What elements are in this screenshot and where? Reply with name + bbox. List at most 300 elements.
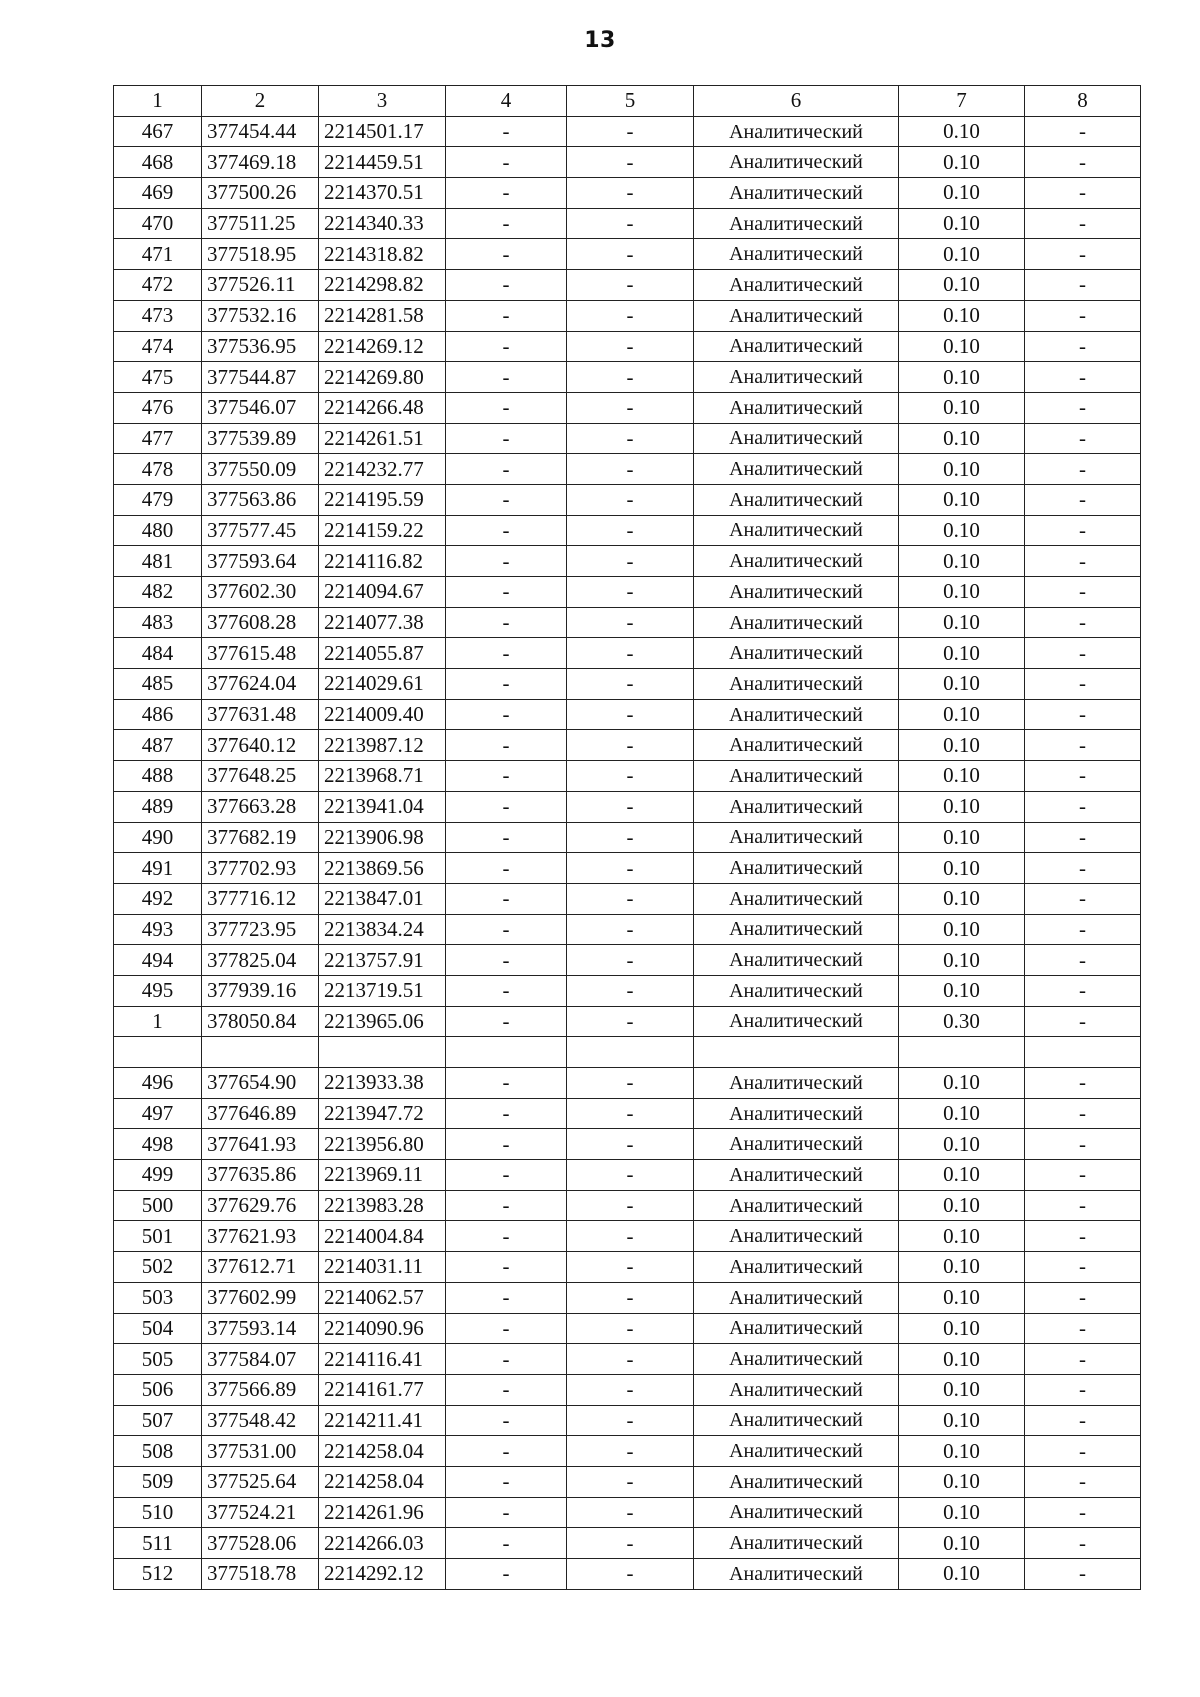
method-cell: Аналитический	[694, 331, 899, 362]
x-coordinate-cell: 377602.30	[202, 577, 319, 608]
col-8-cell: -	[1025, 270, 1141, 301]
y-coordinate-cell: 2214281.58	[319, 300, 446, 331]
method-cell: Аналитический	[694, 300, 899, 331]
x-coordinate-cell: 377544.87	[202, 362, 319, 393]
method-cell: Аналитический	[694, 1129, 899, 1160]
x-coordinate-cell: 377469.18	[202, 147, 319, 178]
method-cell: Аналитический	[694, 392, 899, 423]
point-number-cell: 474	[114, 331, 202, 362]
point-number-cell: 471	[114, 239, 202, 270]
col-5-cell: -	[567, 178, 694, 209]
col-5-cell: -	[567, 607, 694, 638]
point-number-cell: 511	[114, 1528, 202, 1559]
y-coordinate-cell: 2214094.67	[319, 577, 446, 608]
method-cell: Аналитический	[694, 669, 899, 700]
col-4-cell: -	[446, 300, 567, 331]
x-coordinate-cell: 377646.89	[202, 1098, 319, 1129]
col-4-cell: -	[446, 1344, 567, 1375]
method-cell: Аналитический	[694, 607, 899, 638]
method-cell: Аналитический	[694, 945, 899, 976]
point-number-cell: 489	[114, 791, 202, 822]
table-row	[114, 699, 1141, 730]
col-4-cell: -	[446, 1313, 567, 1344]
col-4-cell: -	[446, 147, 567, 178]
x-coordinate-cell: 377621.93	[202, 1221, 319, 1252]
col-8-cell: -	[1025, 1282, 1141, 1313]
y-coordinate-cell: 2214077.38	[319, 607, 446, 638]
method-cell: Аналитический	[694, 1190, 899, 1221]
table-row	[114, 1313, 1141, 1344]
header-cell-1: 1	[114, 86, 202, 117]
accuracy-cell: 0.10	[899, 454, 1025, 485]
col-4-cell: -	[446, 791, 567, 822]
accuracy-cell: 0.10	[899, 699, 1025, 730]
point-number-cell: 493	[114, 914, 202, 945]
x-coordinate-cell: 377577.45	[202, 515, 319, 546]
accuracy-cell: 0.10	[899, 1068, 1025, 1099]
col-4-cell: -	[446, 853, 567, 884]
point-number-cell: 478	[114, 454, 202, 485]
accuracy-cell: 0.10	[899, 638, 1025, 669]
col-5-cell: -	[567, 669, 694, 700]
col-8-cell: -	[1025, 239, 1141, 270]
method-cell: Аналитический	[694, 1221, 899, 1252]
method-cell: Аналитический	[694, 239, 899, 270]
x-coordinate-cell: 377663.28	[202, 791, 319, 822]
accuracy-cell: 0.10	[899, 1160, 1025, 1191]
y-coordinate-cell	[319, 1037, 446, 1068]
x-coordinate-cell: 377702.93	[202, 853, 319, 884]
accuracy-cell: 0.10	[899, 484, 1025, 515]
method-cell: Аналитический	[694, 208, 899, 239]
point-number-cell: 501	[114, 1221, 202, 1252]
col-4-cell: -	[446, 1374, 567, 1405]
x-coordinate-cell: 377539.89	[202, 423, 319, 454]
col-5-cell: -	[567, 454, 694, 485]
accuracy-cell: 0.10	[899, 546, 1025, 577]
table-row	[114, 239, 1141, 270]
col-5-cell: -	[567, 761, 694, 792]
point-number-cell: 502	[114, 1252, 202, 1283]
col-8-cell: -	[1025, 178, 1141, 209]
point-number-cell: 484	[114, 638, 202, 669]
header-cell-4: 4	[446, 86, 567, 117]
table-row	[114, 1129, 1141, 1160]
col-5-cell: -	[567, 853, 694, 884]
accuracy-cell: 0.10	[899, 270, 1025, 301]
y-coordinate-cell: 2213906.98	[319, 822, 446, 853]
col-8-cell: -	[1025, 1160, 1141, 1191]
method-cell: Аналитический	[694, 883, 899, 914]
col-5-cell: -	[567, 270, 694, 301]
col-4-cell: -	[446, 1221, 567, 1252]
y-coordinate-cell: 2214459.51	[319, 147, 446, 178]
col-5-cell: -	[567, 1221, 694, 1252]
table-row	[114, 147, 1141, 178]
method-cell: Аналитический	[694, 761, 899, 792]
col-5-cell: -	[567, 577, 694, 608]
col-5-cell: -	[567, 392, 694, 423]
col-8-cell: -	[1025, 914, 1141, 945]
y-coordinate-cell: 2213956.80	[319, 1129, 446, 1160]
y-coordinate-cell: 2214232.77	[319, 454, 446, 485]
method-cell: Аналитический	[694, 1466, 899, 1497]
x-coordinate-cell: 378050.84	[202, 1006, 319, 1037]
col-8-cell: -	[1025, 1006, 1141, 1037]
col-5-cell: -	[567, 208, 694, 239]
point-number-cell: 509	[114, 1466, 202, 1497]
x-coordinate-cell: 377640.12	[202, 730, 319, 761]
col-4-cell: -	[446, 638, 567, 669]
col-4-cell: -	[446, 1528, 567, 1559]
x-coordinate-cell: 377641.93	[202, 1129, 319, 1160]
col-8-cell: -	[1025, 147, 1141, 178]
table-row	[114, 515, 1141, 546]
col-4-cell: -	[446, 208, 567, 239]
accuracy-cell: 0.10	[899, 1313, 1025, 1344]
col-8-cell: -	[1025, 975, 1141, 1006]
col-8-cell: -	[1025, 300, 1141, 331]
col-8-cell: -	[1025, 1344, 1141, 1375]
x-coordinate-cell: 377566.89	[202, 1374, 319, 1405]
accuracy-cell: 0.10	[899, 1129, 1025, 1160]
col-4-cell: -	[446, 270, 567, 301]
point-number-cell: 467	[114, 116, 202, 147]
col-5-cell: -	[567, 515, 694, 546]
method-cell: Аналитический	[694, 1528, 899, 1559]
table-row	[114, 392, 1141, 423]
col-4-cell: -	[446, 454, 567, 485]
x-coordinate-cell: 377548.42	[202, 1405, 319, 1436]
point-number-cell: 473	[114, 300, 202, 331]
coordinates-table	[113, 85, 1141, 1590]
y-coordinate-cell: 2214370.51	[319, 178, 446, 209]
col-4-cell: -	[446, 883, 567, 914]
y-coordinate-cell: 2213968.71	[319, 761, 446, 792]
col-5-cell: -	[567, 1405, 694, 1436]
accuracy-cell: 0.10	[899, 147, 1025, 178]
col-8-cell: -	[1025, 1068, 1141, 1099]
table-row	[114, 853, 1141, 884]
accuracy-cell	[899, 1037, 1025, 1068]
accuracy-cell: 0.10	[899, 669, 1025, 700]
col-4-cell: -	[446, 1129, 567, 1160]
y-coordinate-cell: 2214501.17	[319, 116, 446, 147]
col-8-cell: -	[1025, 1190, 1141, 1221]
x-coordinate-cell: 377612.71	[202, 1252, 319, 1283]
accuracy-cell: 0.10	[899, 1528, 1025, 1559]
accuracy-cell: 0.30	[899, 1006, 1025, 1037]
col-8-cell: -	[1025, 1374, 1141, 1405]
col-8-cell: -	[1025, 423, 1141, 454]
col-5-cell: -	[567, 239, 694, 270]
col-4-cell: -	[446, 1190, 567, 1221]
col-8-cell: -	[1025, 484, 1141, 515]
table-row	[114, 1374, 1141, 1405]
table-row	[114, 791, 1141, 822]
col-4-cell: -	[446, 1068, 567, 1099]
point-number-cell: 472	[114, 270, 202, 301]
x-coordinate-cell: 377518.95	[202, 239, 319, 270]
table-row	[114, 945, 1141, 976]
point-number-cell: 494	[114, 945, 202, 976]
col-8-cell: -	[1025, 822, 1141, 853]
y-coordinate-cell: 2213983.28	[319, 1190, 446, 1221]
col-8-cell: -	[1025, 116, 1141, 147]
col-8-cell: -	[1025, 1405, 1141, 1436]
col-5-cell: -	[567, 1497, 694, 1528]
table-row	[114, 1068, 1141, 1099]
x-coordinate-cell: 377635.86	[202, 1160, 319, 1191]
point-number-cell: 490	[114, 822, 202, 853]
method-cell: Аналитический	[694, 822, 899, 853]
x-coordinate-cell: 377593.14	[202, 1313, 319, 1344]
point-number-cell: 505	[114, 1344, 202, 1375]
col-4-cell: -	[446, 484, 567, 515]
col-8-cell: -	[1025, 699, 1141, 730]
col-5-cell: -	[567, 699, 694, 730]
accuracy-cell: 0.10	[899, 791, 1025, 822]
table-row	[114, 730, 1141, 761]
col-5-cell: -	[567, 1190, 694, 1221]
point-number-cell: 479	[114, 484, 202, 515]
x-coordinate-cell: 377723.95	[202, 914, 319, 945]
col-5-cell: -	[567, 1098, 694, 1129]
header-cell-2: 2	[202, 86, 319, 117]
col-8-cell: -	[1025, 761, 1141, 792]
y-coordinate-cell: 2214031.11	[319, 1252, 446, 1283]
table-row	[114, 1405, 1141, 1436]
col-8-cell: -	[1025, 1559, 1141, 1590]
col-4-cell: -	[446, 116, 567, 147]
table-row	[114, 1436, 1141, 1467]
point-number-cell: 492	[114, 883, 202, 914]
col-5-cell: -	[567, 1006, 694, 1037]
table-row	[114, 669, 1141, 700]
accuracy-cell: 0.10	[899, 577, 1025, 608]
x-coordinate-cell: 377525.64	[202, 1466, 319, 1497]
table-row	[114, 607, 1141, 638]
col-4-cell: -	[446, 1098, 567, 1129]
y-coordinate-cell: 2213869.56	[319, 853, 446, 884]
col-8-cell: -	[1025, 1252, 1141, 1283]
table-row	[114, 484, 1141, 515]
point-number-cell: 468	[114, 147, 202, 178]
method-cell: Аналитический	[694, 116, 899, 147]
x-coordinate-cell: 377531.00	[202, 1436, 319, 1467]
method-cell: Аналитический	[694, 914, 899, 945]
point-number-cell: 499	[114, 1160, 202, 1191]
y-coordinate-cell: 2214211.41	[319, 1405, 446, 1436]
col-8-cell: -	[1025, 638, 1141, 669]
x-coordinate-cell: 377615.48	[202, 638, 319, 669]
col-5-cell: -	[567, 730, 694, 761]
point-number-cell: 500	[114, 1190, 202, 1221]
method-cell: Аналитический	[694, 484, 899, 515]
y-coordinate-cell: 2214004.84	[319, 1221, 446, 1252]
table-row	[114, 331, 1141, 362]
col-8-cell: -	[1025, 883, 1141, 914]
y-coordinate-cell: 2214258.04	[319, 1436, 446, 1467]
accuracy-cell: 0.10	[899, 914, 1025, 945]
col-4-cell: -	[446, 730, 567, 761]
method-cell	[694, 1037, 899, 1068]
col-4-cell: -	[446, 1405, 567, 1436]
col-5-cell: -	[567, 423, 694, 454]
method-cell: Аналитический	[694, 270, 899, 301]
method-cell: Аналитический	[694, 178, 899, 209]
accuracy-cell: 0.10	[899, 822, 1025, 853]
table-row	[114, 761, 1141, 792]
method-cell: Аналитический	[694, 791, 899, 822]
table-row	[114, 975, 1141, 1006]
table-row	[114, 1006, 1141, 1037]
col-8-cell: -	[1025, 331, 1141, 362]
y-coordinate-cell: 2214269.12	[319, 331, 446, 362]
col-4-cell: -	[446, 607, 567, 638]
point-number-cell: 498	[114, 1129, 202, 1160]
header-cell-3: 3	[319, 86, 446, 117]
y-coordinate-cell: 2214195.59	[319, 484, 446, 515]
table-row	[114, 362, 1141, 393]
accuracy-cell: 0.10	[899, 331, 1025, 362]
col-5-cell	[567, 1037, 694, 1068]
point-number-cell: 488	[114, 761, 202, 792]
accuracy-cell: 0.10	[899, 1098, 1025, 1129]
accuracy-cell: 0.10	[899, 300, 1025, 331]
table-row	[114, 1497, 1141, 1528]
method-cell: Аналитический	[694, 1559, 899, 1590]
point-number-cell: 1	[114, 1006, 202, 1037]
col-5-cell: -	[567, 638, 694, 669]
col-4-cell: -	[446, 1497, 567, 1528]
col-4-cell: -	[446, 914, 567, 945]
point-number-cell: 480	[114, 515, 202, 546]
method-cell: Аналитический	[694, 1374, 899, 1405]
col-4-cell: -	[446, 669, 567, 700]
accuracy-cell: 0.10	[899, 1374, 1025, 1405]
col-8-cell: -	[1025, 1466, 1141, 1497]
point-number-cell: 495	[114, 975, 202, 1006]
page-number: 13	[584, 28, 616, 53]
y-coordinate-cell: 2214340.33	[319, 208, 446, 239]
col-5-cell: -	[567, 1252, 694, 1283]
method-cell: Аналитический	[694, 853, 899, 884]
col-8-cell: -	[1025, 1098, 1141, 1129]
method-cell: Аналитический	[694, 730, 899, 761]
header-row	[114, 86, 1141, 117]
x-coordinate-cell: 377629.76	[202, 1190, 319, 1221]
y-coordinate-cell: 2213834.24	[319, 914, 446, 945]
x-coordinate-cell: 377526.11	[202, 270, 319, 301]
point-number-cell: 497	[114, 1098, 202, 1129]
col-5-cell: -	[567, 1559, 694, 1590]
col-4-cell: -	[446, 1160, 567, 1191]
point-number-cell: 510	[114, 1497, 202, 1528]
point-number-cell: 470	[114, 208, 202, 239]
table-row	[114, 270, 1141, 301]
col-4-cell: -	[446, 1252, 567, 1283]
method-cell: Аналитический	[694, 362, 899, 393]
col-8-cell: -	[1025, 1129, 1141, 1160]
y-coordinate-cell: 2213965.06	[319, 1006, 446, 1037]
col-4-cell: -	[446, 331, 567, 362]
col-8-cell: -	[1025, 454, 1141, 485]
col-5-cell: -	[567, 1528, 694, 1559]
accuracy-cell: 0.10	[899, 853, 1025, 884]
col-8-cell: -	[1025, 1313, 1141, 1344]
col-8-cell: -	[1025, 577, 1141, 608]
accuracy-cell: 0.10	[899, 239, 1025, 270]
point-number-cell: 475	[114, 362, 202, 393]
accuracy-cell: 0.10	[899, 1405, 1025, 1436]
method-cell: Аналитический	[694, 1006, 899, 1037]
x-coordinate-cell: 377682.19	[202, 822, 319, 853]
method-cell: Аналитический	[694, 147, 899, 178]
x-coordinate-cell: 377518.78	[202, 1559, 319, 1590]
col-5-cell: -	[567, 1374, 694, 1405]
x-coordinate-cell: 377536.95	[202, 331, 319, 362]
x-coordinate-cell: 377716.12	[202, 883, 319, 914]
point-number-cell: 485	[114, 669, 202, 700]
accuracy-cell: 0.10	[899, 761, 1025, 792]
y-coordinate-cell: 2214161.77	[319, 1374, 446, 1405]
y-coordinate-cell: 2214090.96	[319, 1313, 446, 1344]
col-4-cell: -	[446, 945, 567, 976]
x-coordinate-cell: 377624.04	[202, 669, 319, 700]
point-number-cell: 503	[114, 1282, 202, 1313]
col-4-cell: -	[446, 546, 567, 577]
x-coordinate-cell: 377631.48	[202, 699, 319, 730]
table-row	[114, 1160, 1141, 1191]
table-row	[114, 1190, 1141, 1221]
method-cell: Аналитический	[694, 1098, 899, 1129]
y-coordinate-cell: 2214009.40	[319, 699, 446, 730]
col-4-cell: -	[446, 699, 567, 730]
x-coordinate-cell: 377825.04	[202, 945, 319, 976]
col-8-cell: -	[1025, 515, 1141, 546]
col-8-cell: -	[1025, 392, 1141, 423]
x-coordinate-cell: 377550.09	[202, 454, 319, 485]
table-row	[114, 1559, 1141, 1590]
col-4-cell: -	[446, 1282, 567, 1313]
y-coordinate-cell: 2214116.82	[319, 546, 446, 577]
point-number-cell: 486	[114, 699, 202, 730]
col-5-cell: -	[567, 1129, 694, 1160]
point-number-cell: 504	[114, 1313, 202, 1344]
table-row	[114, 1466, 1141, 1497]
method-cell: Аналитический	[694, 699, 899, 730]
table-row	[114, 300, 1141, 331]
table-row	[114, 1098, 1141, 1129]
col-5-cell: -	[567, 1344, 694, 1375]
accuracy-cell: 0.10	[899, 1221, 1025, 1252]
accuracy-cell: 0.10	[899, 423, 1025, 454]
accuracy-cell: 0.10	[899, 607, 1025, 638]
table-header	[114, 86, 1141, 117]
x-coordinate-cell: 377546.07	[202, 392, 319, 423]
col-4-cell: -	[446, 761, 567, 792]
point-number-cell: 477	[114, 423, 202, 454]
y-coordinate-cell: 2214258.04	[319, 1466, 446, 1497]
table-row	[114, 822, 1141, 853]
col-8-cell: -	[1025, 362, 1141, 393]
col-5-cell: -	[567, 791, 694, 822]
col-5-cell: -	[567, 1436, 694, 1467]
col-8-cell: -	[1025, 546, 1141, 577]
col-5-cell: -	[567, 546, 694, 577]
accuracy-cell: 0.10	[899, 1559, 1025, 1590]
